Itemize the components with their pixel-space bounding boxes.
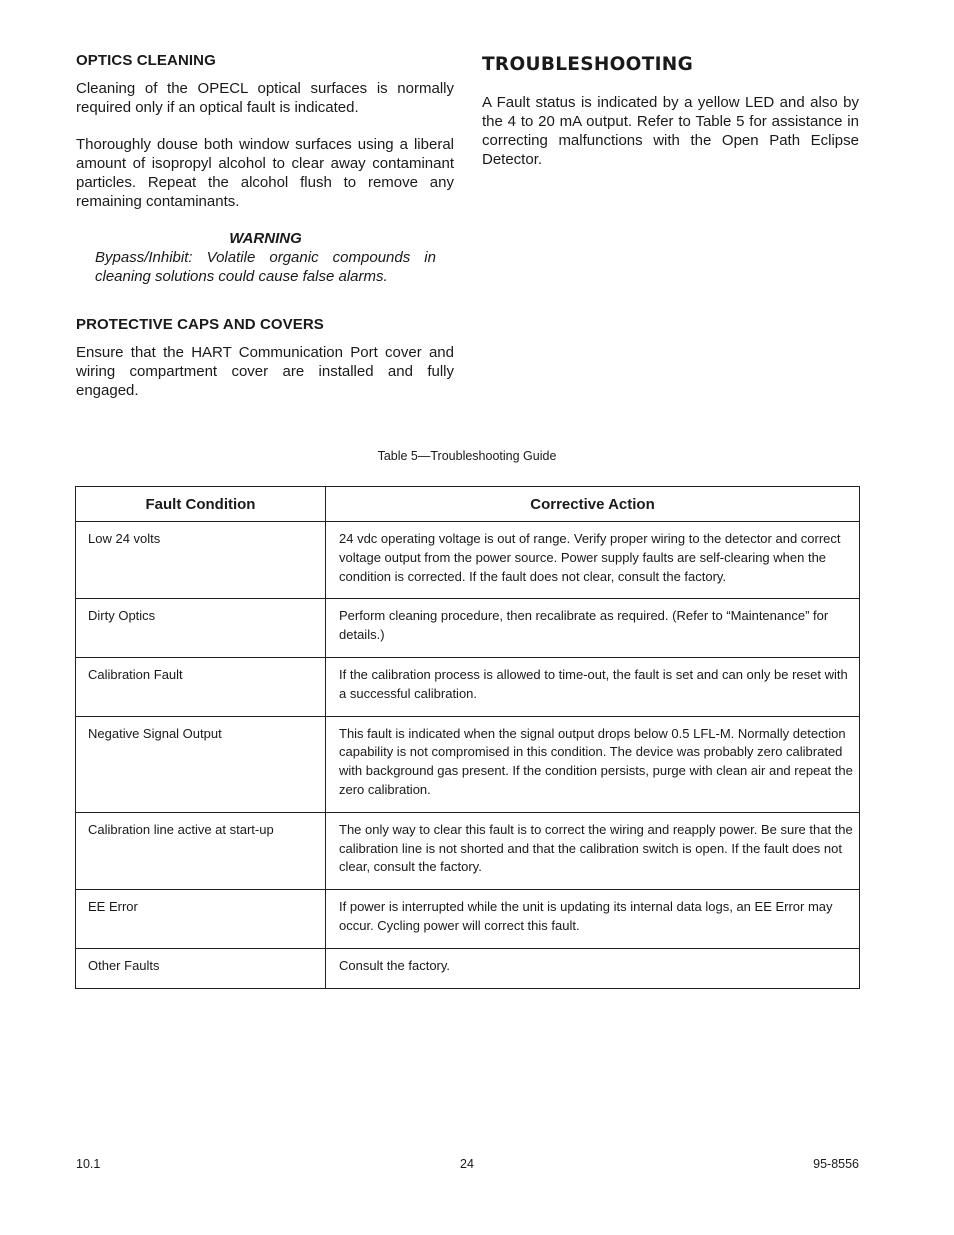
table-row xyxy=(76,522,860,599)
troubleshooting-heading: TROUBLESHOOTING xyxy=(482,54,694,75)
optics-paragraph-2: Thoroughly douse both window surfaces using a liberal amount of isopropyl alcohol to clear away contaminant particles. Repeat the alcohol flush to remove any remaining contaminants. xyxy=(76,136,454,210)
fault-cell: Calibration line active at start-up xyxy=(76,812,326,889)
protective-caps-paragraph: Ensure that the HART Communication Port cover and wiring compartment cover are installed and fully engaged. xyxy=(76,344,454,399)
action-cell: If power is interrupted while the unit is updating its internal data logs, an EE Error may occur. Cycling power will correct this fault. xyxy=(326,890,860,949)
action-cell: If the calibration process is allowed to time-out, the fault is set and can only be reset with a successful calibration. xyxy=(326,657,860,716)
table-header-row xyxy=(76,487,860,522)
footer-document-number: 95-8556 xyxy=(813,1157,859,1171)
footer-revision: 10.1 xyxy=(76,1157,101,1171)
column-header-action: Corrective Action xyxy=(326,487,860,522)
table-row xyxy=(76,812,860,889)
fault-cell: Other Faults xyxy=(76,948,326,988)
fault-cell: Dirty Optics xyxy=(76,599,326,658)
optics-paragraph-1: Cleaning of the OPECL optical surfaces is normally required only if an optical fault is indicated. xyxy=(76,80,454,116)
table-row xyxy=(76,599,860,658)
action-cell: This fault is indicated when the signal output drops below 0.5 LFL-M. Normally detection capability is not compromised in this condition. The device was probably zero calibrated with background gas present. If the condition persists, purge with clean air and repeat the zero calibration. xyxy=(326,716,860,812)
action-cell: Consult the factory. xyxy=(326,948,860,988)
fault-cell: Negative Signal Output xyxy=(76,716,326,812)
right-column xyxy=(482,52,859,187)
table-caption: Table 5—Troubleshooting Guide xyxy=(377,449,557,463)
table-row xyxy=(76,716,860,812)
warning-box xyxy=(95,229,436,286)
table-row xyxy=(76,890,860,949)
troubleshooting-paragraph: A Fault status is indicated by a yellow LED and also by the 4 to 20 mA output. Refer to Table 5 for assistance in correcting malfunctions with the Open Path Eclipse Detector. xyxy=(482,94,859,168)
table-row xyxy=(76,657,860,716)
fault-cell: EE Error xyxy=(76,890,326,949)
table-row xyxy=(76,948,860,988)
footer-page-number: 24 xyxy=(460,1157,474,1171)
left-column xyxy=(76,52,454,418)
action-cell: The only way to clear this fault is to correct the wiring and reapply power. Be sure that the calibration line is not shorted and that the calibration switch is open. If the fault does not clear, consult the factory. xyxy=(326,812,860,889)
fault-cell: Calibration Fault xyxy=(76,657,326,716)
fault-cell: Low 24 volts xyxy=(76,522,326,599)
troubleshooting-table xyxy=(75,486,860,989)
column-header-fault: Fault Condition xyxy=(76,487,326,522)
optics-cleaning-heading: OPTICS CLEANING xyxy=(76,52,216,69)
warning-title: WARNING xyxy=(229,230,302,247)
action-cell: 24 vdc operating voltage is out of range. Verify proper wiring to the detector and correct voltage output from the power source. Power supply faults are self-clearing when the condition is corrected. If the fault does not clear, consult the factory. xyxy=(326,522,860,599)
warning-text: Bypass/Inhibit: Volatile organic compounds in cleaning solutions could cause false alarms. xyxy=(95,249,436,285)
action-cell: Perform cleaning procedure, then recalibrate as required. (Refer to “Maintenance” for details.) xyxy=(326,599,860,658)
protective-caps-heading: PROTECTIVE CAPS AND COVERS xyxy=(76,316,324,333)
